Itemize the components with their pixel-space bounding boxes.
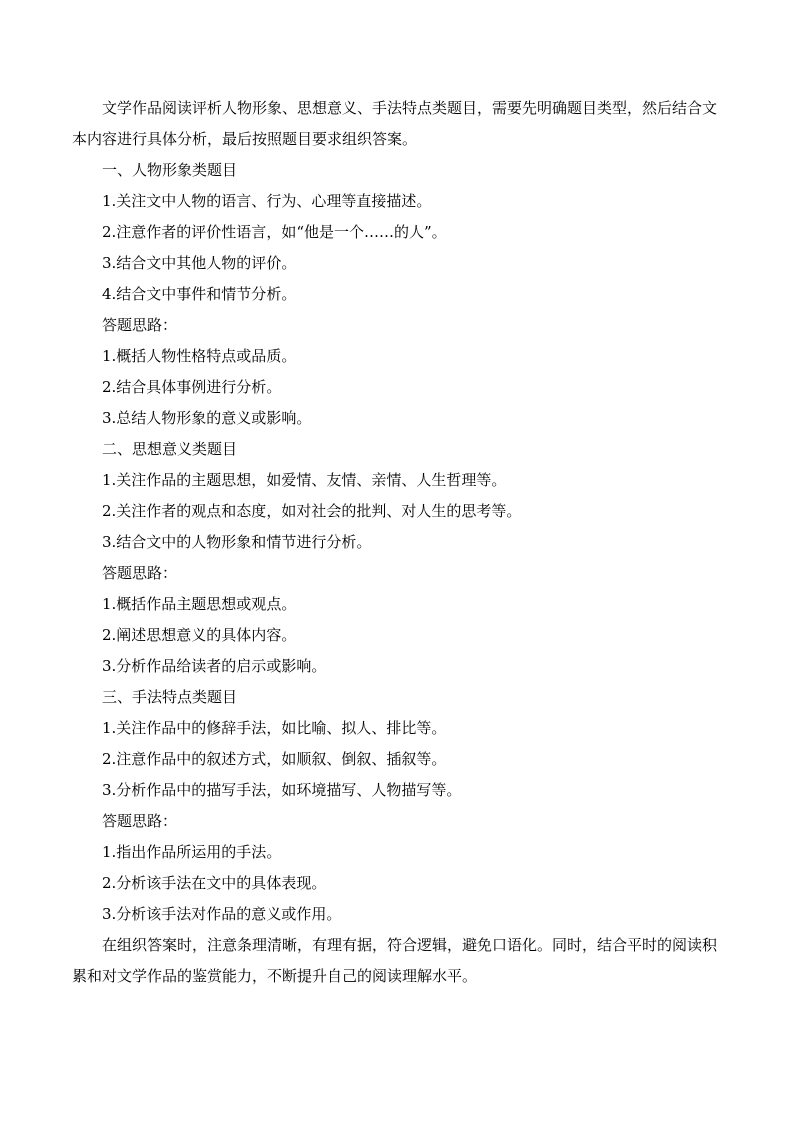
list-item: 1.指出作品所运用的手法。 xyxy=(102,843,282,861)
list-item: 3.结合文中的人物形象和情节进行分析。 xyxy=(102,533,372,551)
list-item: 3.总结人物形象的意义或影响。 xyxy=(102,409,312,427)
section-heading: 二、思想意义类题目 xyxy=(102,440,238,458)
list-item: 2.阐述思想意义的具体内容。 xyxy=(102,626,297,644)
intro-paragraph: 文学作品阅读评析人物形象、思想意义、手法特点类题目，需要先明确题目类型，然后结合文本内容进行具体分析，最后按照题目要求组织答案。 xyxy=(72,99,718,148)
list-item: 1.关注作品的主题思想，如爱情、友情、亲情、人生哲理等。 xyxy=(102,471,507,489)
list-item: 3.结合文中其他人物的评价。 xyxy=(102,254,297,272)
document-page xyxy=(72,93,724,992)
list-item: 2.注意作品中的叙述方式，如顺叙、倒叙、插叙等。 xyxy=(102,750,447,768)
list-item: 2.分析该手法在文中的具体表现。 xyxy=(102,874,327,892)
approach-label: 答题思路： xyxy=(102,564,178,582)
list-item: 2.注意作者的评价性语言，如“他是一个……的人”。 xyxy=(102,223,447,241)
conclusion-paragraph: 在组织答案时，注意条理清晰，有理有据，符合逻辑，避免口语化。同时，结合平时的阅读积累和对文学作品的鉴赏能力，不断提升自己的阅读理解水平。 xyxy=(72,936,718,985)
approach-label: 答题思路： xyxy=(102,316,178,334)
list-item: 2.关注作者的观点和态度，如对社会的批判、对人生的思考等。 xyxy=(102,502,522,520)
section-heading: 一、人物形象类题目 xyxy=(102,161,238,179)
list-item: 3.分析作品给读者的启示或影响。 xyxy=(102,657,327,675)
list-item: 1.概括人物性格特点或品质。 xyxy=(102,347,297,365)
list-item: 1.关注文中人物的语言、行为、心理等直接描述。 xyxy=(102,192,432,210)
list-item: 1.关注作品中的修辞手法，如比喻、拟人、排比等。 xyxy=(102,719,447,737)
section-heading: 三、手法特点类题目 xyxy=(102,688,238,706)
list-item: 2.结合具体事例进行分析。 xyxy=(102,378,282,396)
list-item: 3.分析该手法对作品的意义或作用。 xyxy=(102,905,342,923)
list-item: 1.概括作品主题思想或观点。 xyxy=(102,595,297,613)
list-item: 4.结合文中事件和情节分析。 xyxy=(102,285,297,303)
list-item: 3.分析作品中的描写手法，如环境描写、人物描写等。 xyxy=(102,781,462,799)
approach-label: 答题思路： xyxy=(102,812,178,830)
